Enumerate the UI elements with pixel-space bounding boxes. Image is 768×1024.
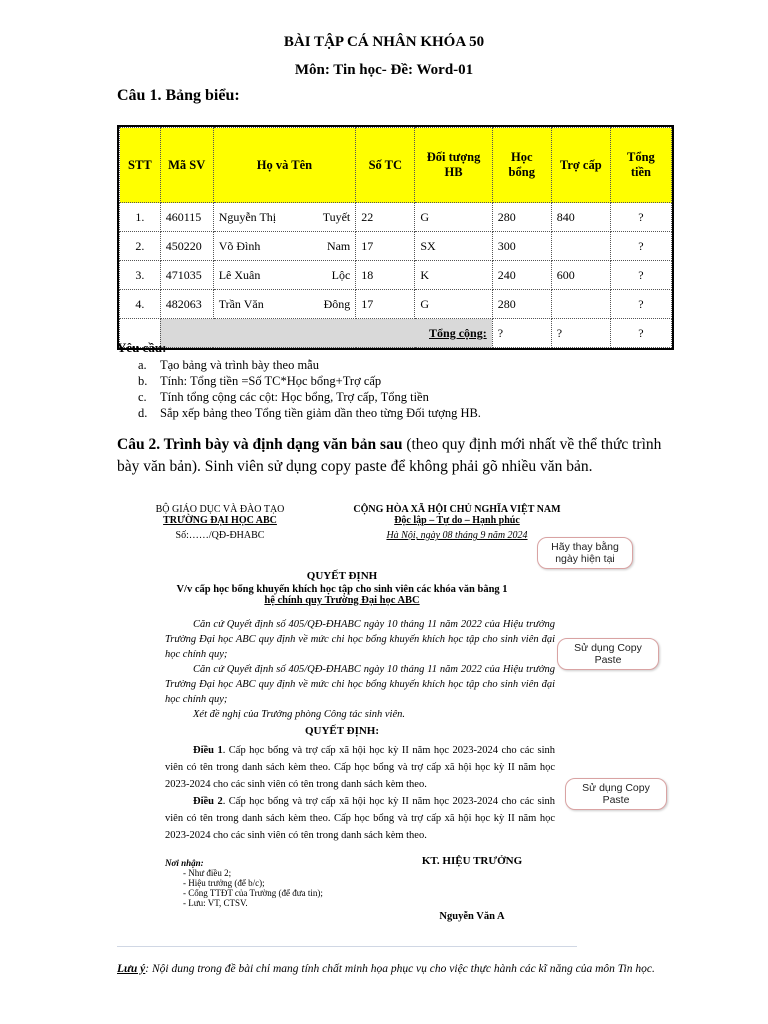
cell-stt: 4. (120, 290, 161, 319)
list-item (138, 389, 481, 405)
doc-decision-title: QUYẾT ĐỊNH (306, 570, 378, 582)
doc-ministry: BỘ GIÁO DỤC VÀ ĐÀO TẠO (155, 504, 285, 515)
total-label (160, 319, 492, 348)
doc-article1-label: Điều 1 (193, 745, 223, 756)
total-hocbong: ? (492, 319, 551, 348)
list-item: - Hiệu trưởng (để b/c); (183, 878, 265, 888)
cell-hoten (213, 290, 356, 319)
list-text: Tính tổng cộng các cột: Học bổng, Trợ cấp, Tổng tiền (160, 390, 429, 404)
doc-basis2: Căn cứ Quyết định số 405/QĐ-ĐHABC ngày 10 tháng 11 năm 2022 của Hiệu trưởng Trường Đại học ABC quy định về mức chi học bổng khuyến khích học tập cho sinh viên đại học chính quy; (165, 664, 555, 705)
doc-article2-text: . Cấp học bổng và trợ cấp xã hội học kỳ II năm học 2023-2024 cho các sinh viên có tên trong danh sách kèm theo. Cấp học bổng và trợ cấp xã hội học kỳ II năm học 2023-2024 cho các sinh viên có tên trong danh sách kèm theo. (165, 796, 556, 841)
question2-heading (117, 434, 677, 478)
footer-note (117, 963, 655, 975)
table-header-row (120, 128, 672, 203)
cell-sotc: 22 (356, 203, 415, 232)
total-trocap: ? (551, 319, 610, 348)
divider (117, 946, 577, 947)
list-letter: a. (138, 358, 147, 372)
doc-about-line1: V/v cấp học bổng khuyến khích học tập cho sinh viên các khóa văn bằng 1 (176, 584, 508, 595)
doc-recipients (165, 858, 365, 908)
cell-tongtien: ? (610, 290, 671, 319)
doc-recipient: Lưu: VT, CTSV. (188, 898, 248, 908)
table-row (120, 290, 672, 319)
doc-recipients-label: Nơi nhận: (165, 858, 204, 868)
cell-masv: 471035 (160, 261, 213, 290)
embedded-decision-document (117, 490, 677, 950)
col-header-stt: STT (120, 128, 161, 203)
cell-sotc: 18 (356, 261, 415, 290)
doc-article2-label: Điều 2 (193, 796, 223, 807)
cell-doituong: K (415, 261, 492, 290)
cell-hocbong: 240 (492, 261, 551, 290)
list-letter: d. (138, 406, 148, 420)
footer-note-label: Lưu ý (117, 963, 146, 975)
cell-tongtien: ? (610, 203, 671, 232)
cell-ho: Nguyễn Thị (218, 209, 277, 224)
cell-doituong: SX (415, 232, 492, 261)
cell-hocbong: 300 (492, 232, 551, 261)
question1-heading: Câu 1. Bảng biểu: (117, 87, 240, 104)
doc-republic-block (332, 504, 582, 541)
table-row (120, 203, 672, 232)
cell-ho: Võ Đình (218, 238, 261, 253)
doc-basis3: Xét đề nghị của Trưởng phòng Công tác sinh viên. (193, 709, 405, 720)
total-label-text: Tổng cộng: (429, 325, 487, 340)
doc-signer-title: KT. HIỆU TRƯỞNG (421, 855, 523, 867)
doc-basis (165, 617, 555, 722)
footer-note-text: : Nội dung trong đề bài chỉ mang tính chất minh họa phục vụ cho việc thực hành các kĩ năng của môn Tin học. (145, 963, 655, 975)
col-header-hocbong: Học bổng (492, 128, 551, 203)
doc-number: Số:……/QĐ-ĐHABC (175, 530, 265, 541)
doc-about (117, 584, 567, 606)
table-row (120, 261, 672, 290)
list-text: Tạo bảng và trình bày theo mẫu (160, 358, 319, 372)
doc-date: Hà Nội, ngày 08 tháng 9 năm 2024 (386, 530, 528, 541)
list-item: - Lưu: VT, CTSV. (183, 898, 248, 908)
col-header-hoten: Họ và Tên (213, 128, 356, 203)
cell-hoten (213, 261, 356, 290)
list-text: Tính: Tổng tiền =Số TC*Học bổng+Trợ cấp (160, 374, 382, 388)
col-header-doituong: Đối tượng HB (415, 128, 492, 203)
list-item (138, 357, 481, 373)
cell-ten: Tuyết (322, 209, 351, 224)
doc-recipient: Như điều 2; (188, 868, 232, 878)
list-item: - Như điều 2; (183, 868, 232, 878)
callout-date: Hãy thay bằng ngày hiện tại (537, 537, 633, 569)
list-text: Sắp xếp bảng theo Tổng tiền giảm dần theo từng Đối tượng HB. (160, 406, 481, 420)
doc-about-line2: hệ chính quy Trường Đại học ABC (264, 595, 420, 606)
cell-tongtien: ? (610, 261, 671, 290)
cell-ho: Lê Xuân (218, 267, 261, 282)
cell-masv: 460115 (160, 203, 213, 232)
cell-trocap: 840 (551, 203, 610, 232)
doc-decides: QUYẾT ĐỊNH: (304, 725, 380, 737)
list-item (138, 373, 481, 389)
requirements-label: Yêu cầu: (117, 340, 167, 355)
col-header-tongtien: Tổng tiền (610, 128, 671, 203)
callout-copy-paste-1: Sử dụng Copy Paste (557, 638, 659, 670)
list-item (138, 405, 481, 421)
cell-masv: 482063 (160, 290, 213, 319)
cell-stt: 3. (120, 261, 161, 290)
doc-signer-name: Nguyễn Văn A (439, 911, 505, 922)
cell-hocbong: 280 (492, 290, 551, 319)
cell-hoten (213, 232, 356, 261)
cell-trocap (551, 232, 610, 261)
page-subtitle: Môn: Tin học- Đề: Word-01 (294, 62, 474, 78)
table-total-row (120, 319, 672, 348)
question2-heading-rest: (theo quy định mới nhất về thể thức trình bày văn bản). Sinh viên sử dụng copy paste để không phải gõ nhiều văn bản. (117, 436, 662, 475)
col-header-sotc: Số TC (356, 128, 415, 203)
total-tongtien: ? (610, 319, 671, 348)
list-item: - Cổng TTĐT của Trường (để đưa tin); (183, 888, 323, 898)
col-header-masv: Mã SV (160, 128, 213, 203)
cell-ten: Nam (326, 238, 351, 253)
cell-stt: 2. (120, 232, 161, 261)
callout-copy-paste-2: Sử dụng Copy Paste (565, 778, 667, 810)
question2-heading-bold: Câu 2. Trình bày và định dạng văn bản sau (117, 436, 403, 453)
cell-hocbong: 280 (492, 203, 551, 232)
doc-agency-block (135, 504, 305, 541)
doc-school: TRƯỜNG ĐẠI HỌC ABC (163, 515, 277, 526)
student-table (117, 125, 674, 350)
doc-article1-text: . Cấp học bổng và trợ cấp xã hội học kỳ II năm học 2023-2024 cho các sinh viên có tên trong danh sách kèm theo. Cấp học bổng và trợ cấp xã hội học kỳ II năm học 2023-2024 cho các sinh viên có tên trong danh sách kèm theo. (165, 745, 556, 790)
doc-motto: Độc lập – Tự do – Hạnh phúc (394, 515, 520, 526)
cell-ten: Đông (323, 296, 351, 311)
cell-tongtien: ? (610, 232, 671, 261)
cell-sotc: 17 (356, 290, 415, 319)
list-letter: c. (138, 390, 147, 404)
cell-doituong: G (415, 203, 492, 232)
cell-sotc: 17 (356, 232, 415, 261)
doc-recipient: Hiệu trưởng (để b/c); (188, 878, 265, 888)
page-title: BÀI TẬP CÁ NHÂN KHÓA 50 (283, 34, 485, 50)
doc-republic: CỘNG HÒA XÃ HỘI CHỦ NGHĨA VIỆT NAM (353, 504, 561, 515)
doc-article1 (165, 742, 555, 793)
cell-ho: Trần Văn (218, 296, 264, 311)
table-row (120, 232, 672, 261)
doc-articles (165, 742, 555, 844)
list-letter: b. (138, 374, 148, 388)
doc-article2 (165, 793, 555, 844)
cell-hoten (213, 203, 356, 232)
doc-recipient: Cổng TTĐT của Trường (để đưa tin); (188, 888, 323, 898)
cell-trocap: 600 (551, 261, 610, 290)
cell-ten: Lộc (331, 267, 351, 282)
cell-masv: 450220 (160, 232, 213, 261)
cell-doituong: G (415, 290, 492, 319)
cell-trocap (551, 290, 610, 319)
col-header-trocap: Trợ cấp (551, 128, 610, 203)
requirements-list (138, 357, 481, 421)
doc-basis1: Căn cứ Quyết định số 405/QĐ-ĐHABC ngày 10 tháng 11 năm 2022 của Hiệu trưởng Trường Đại học ABC quy định về mức chi học bổng khuyến khích học tập cho sinh viên đại học chính quy; (165, 619, 555, 660)
cell-stt: 1. (120, 203, 161, 232)
